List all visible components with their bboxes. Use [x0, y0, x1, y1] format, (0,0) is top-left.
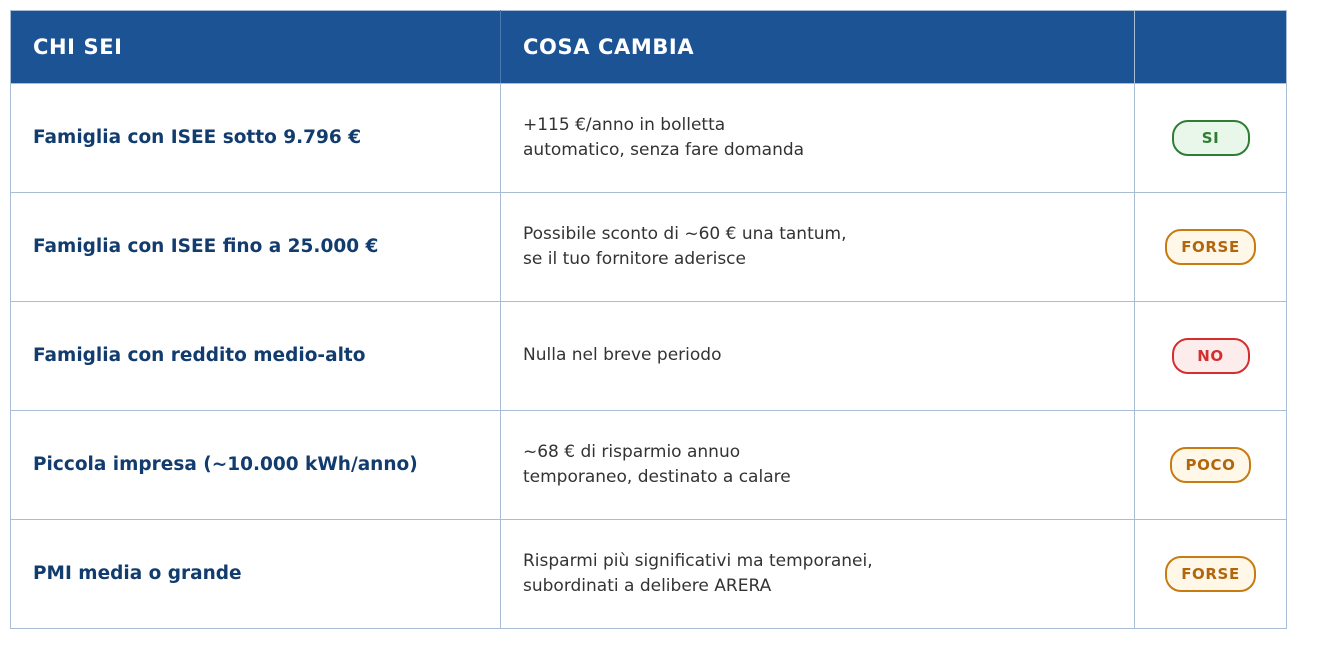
what-line-1: Possibile sconto di ~60 € una tantum, [523, 223, 847, 244]
what-line-2: subordinati a delibere ARERA [523, 576, 772, 596]
row-badge-cell [1135, 302, 1287, 411]
row-badge-cell [1135, 193, 1287, 302]
benefit-table [10, 10, 1287, 629]
table-row [11, 411, 1287, 520]
row-badge-cell [1135, 411, 1287, 520]
row-what-description [501, 411, 1135, 520]
what-line-1: +115 €/anno in bolletta [523, 114, 726, 135]
status-badge: POCO [1170, 447, 1252, 483]
table-row [11, 193, 1287, 302]
row-what-description [501, 520, 1135, 629]
header-row [11, 11, 1287, 84]
what-line-2: se il tuo fornitore aderisce [523, 249, 746, 269]
status-badge: SI [1172, 120, 1250, 156]
what-line-1: ~68 € di risparmio annuo [523, 441, 741, 462]
table-header [11, 11, 1287, 84]
benefit-table-container [10, 10, 1286, 629]
column-header-who: CHI SEI [11, 11, 501, 84]
row-who-label: PMI media o grande [11, 520, 501, 629]
column-header-badge [1135, 11, 1287, 84]
what-line-1: Nulla nel breve periodo [523, 345, 722, 366]
column-header-what: COSA CAMBIA [501, 11, 1135, 84]
status-badge: NO [1172, 338, 1250, 374]
status-badge: FORSE [1165, 229, 1256, 265]
row-who-label: Piccola impresa (~10.000 kWh/anno) [11, 411, 501, 520]
row-what-description [501, 193, 1135, 302]
table-body [11, 84, 1287, 629]
row-what-description [501, 302, 1135, 411]
row-who-label: Famiglia con ISEE fino a 25.000 € [11, 193, 501, 302]
row-who-label: Famiglia con reddito medio-alto [11, 302, 501, 411]
what-line-2: temporaneo, destinato a calare [523, 467, 791, 487]
table-row [11, 84, 1287, 193]
row-badge-cell [1135, 84, 1287, 193]
row-who-label: Famiglia con ISEE sotto 9.796 € [11, 84, 501, 193]
status-badge: FORSE [1165, 556, 1256, 592]
what-line-1: Risparmi più significativi ma temporanei, [523, 550, 873, 571]
row-badge-cell [1135, 520, 1287, 629]
table-row [11, 520, 1287, 629]
what-line-2: automatico, senza fare domanda [523, 140, 805, 160]
table-row [11, 302, 1287, 411]
row-what-description [501, 84, 1135, 193]
